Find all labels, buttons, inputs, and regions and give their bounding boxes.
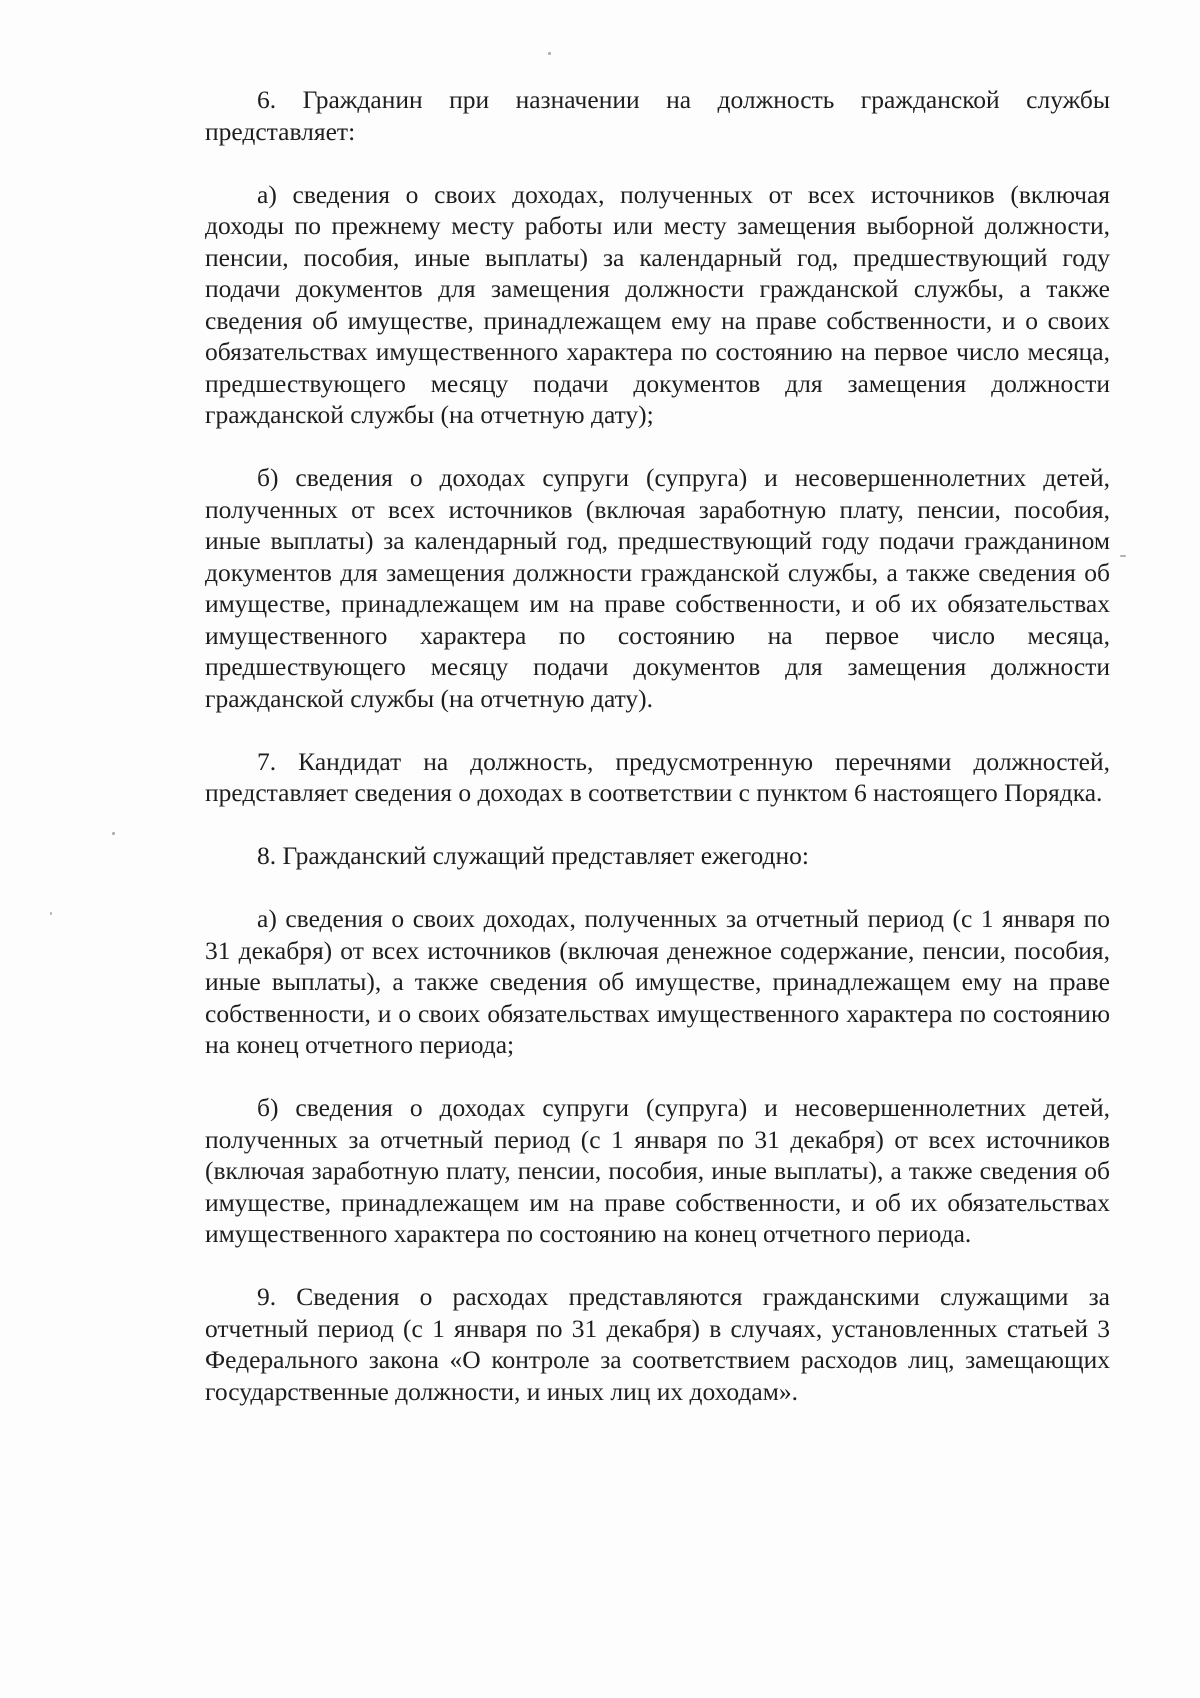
paragraph-item-6b: б) сведения о доходах супруги (супруга) и несовершеннолетних детей, полученных от всех источников (включая заработную плату, пенсии, пособия, иные выплаты) за календарный год, предшествующий году подачи гражданином документов для замещения должности гражданской службы, а также сведения об имуществе, принадлежащем им на праве собственности, и об их обязательствах имущественного характера по состоянию на первое число месяца, предшествующего месяцу подачи документов для замещения должности гражданской службы (на отчетную дату).	[205, 463, 1110, 713]
scan-speck	[112, 832, 115, 835]
scan-speck	[50, 912, 52, 915]
paragraph-item-6a: а) сведения о своих доходах, полученных от всех источников (включая доходы по прежнему месту работы или месту замещения выборной должности, пенсии, пособия, иные выплаты) за календарный год, предшествующий году подачи документов для замещения должности гражданской службы, а также сведения об имуществе, принадлежащем ему на праве собственности, и о своих обязательствах имущественного характера по состоянию на первое число месяца, предшествующего месяцу подачи документов для замещения должности гражданской службы (на отчетную дату);	[205, 179, 1110, 429]
scan-speck	[1120, 555, 1126, 557]
paragraph-item-6: 6. Гражданин при назначении на должность гражданской службы представляет:	[205, 85, 1110, 146]
paragraph-item-8b: б) сведения о доходах супруги (супруга) и несовершеннолетних детей, полученных за отчетный период (с 1 января по 31 декабря) от всех источников (включая заработную плату, пенсии, пособия, иные выплаты), а также сведения об имуществе, принадлежащем им на праве собственности, и об их обязательствах имущественного характера по состоянию на конец отчетного периода.	[205, 1093, 1110, 1248]
scan-speck	[548, 52, 551, 55]
paragraph-item-7: 7. Кандидат на должность, предусмотренную перечнями должностей, представляет сведения о доходах в соответствии с пунктом 6 настоящего Порядка.	[205, 746, 1110, 807]
paragraph-item-9: 9. Сведения о расходах представляются гражданскими служащими за отчетный период (с 1 января по 31 декабря) в случаях, установленных статьей 3 Федерального закона «О контроле за соответствием расходов лиц, замещающих государственные должности, и иных лиц их доходам».	[205, 1282, 1110, 1406]
paragraph-item-8: 8. Гражданский служащий представляет ежегодно:	[257, 841, 809, 870]
paragraph-item-8a: а) сведения о своих доходах, полученных за отчетный период (с 1 января по 31 декабря) от всех источников (включая денежное содержание, пенсии, пособия, иные выплаты), а также сведения об имуществе, принадлежащем ему на праве собственности, и о своих обязательствах имущественного характера по состоянию на конец отчетного периода;	[205, 904, 1110, 1059]
document-body	[205, 84, 1110, 1407]
